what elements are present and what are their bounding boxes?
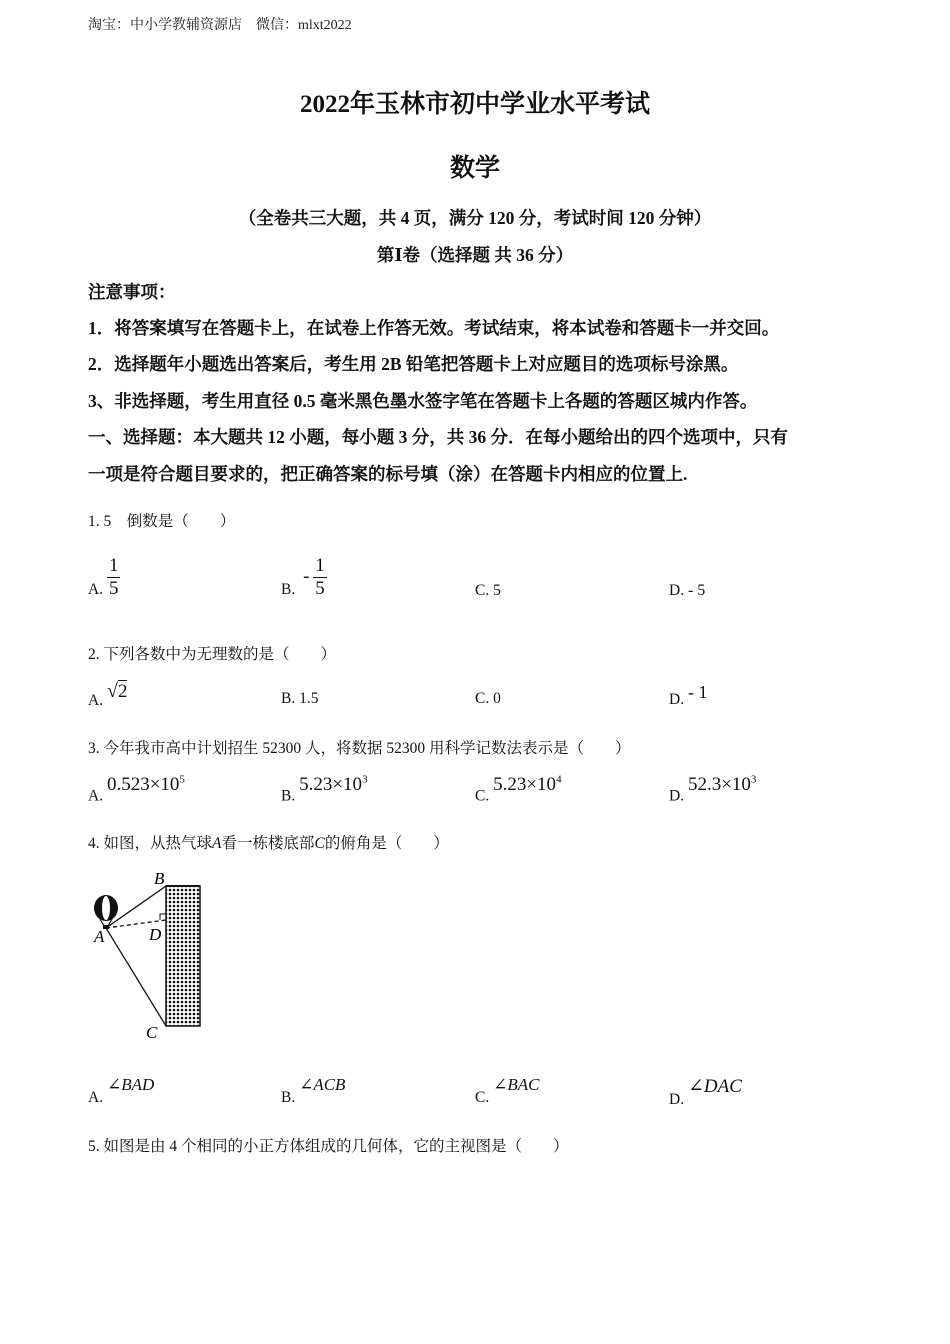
q2-option-a <box>88 680 128 711</box>
q3-b-label: B. <box>281 787 296 805</box>
q4-b-label: B. <box>281 1089 296 1106</box>
q4-figure <box>88 868 218 1044</box>
q3-option-c <box>475 774 562 806</box>
q4-stem <box>88 831 449 853</box>
label-a: A <box>94 927 105 946</box>
label-b: B <box>154 869 165 888</box>
q2-a-radicand: 2 <box>117 681 128 702</box>
note-item-3: 3、非选择题，考生用直径 0.5 毫米黑色墨水签字笔在答题卡上各题的答题区城内作答。 <box>88 391 758 411</box>
q2-option-b: B. 1.5 <box>281 690 319 707</box>
q4-c-label: C. <box>475 1089 490 1106</box>
q3-d-exponent: 3 <box>750 774 757 786</box>
label-d: D <box>149 925 162 944</box>
q1-option-c: C. 5 <box>475 582 501 599</box>
q4-a-angle: ∠BAD <box>106 1075 155 1094</box>
q1-option-a <box>88 555 120 600</box>
q3-b-expression <box>299 774 367 795</box>
q3-option-d <box>669 774 757 806</box>
q3-stem: 3. 今年我市高中计划招生 52300 人，将数据 52300 用科学记数法表示是（ ） <box>88 740 631 757</box>
q1-option-d <box>669 582 705 600</box>
q4-option-a <box>88 1075 155 1107</box>
q4-stem-point-c: C <box>314 835 325 852</box>
q1-d-label: D. <box>669 582 685 599</box>
q4-d-label: D. <box>669 1091 685 1108</box>
q4-a-label: A. <box>88 1089 104 1106</box>
q1-a-fraction <box>107 555 121 600</box>
q3-b-base: 5.23×10 <box>299 774 363 796</box>
note-item-1: 1．将答案填写在答题卡上，在试卷上作答无效。考试结束，将本试卷和答题卡一并交回。 <box>88 318 780 338</box>
right-angle-mark <box>160 914 166 920</box>
q3-a-exponent: 5 <box>179 774 185 786</box>
subject-title: 数学 <box>449 155 500 182</box>
q3-b-exponent: 3 <box>362 774 368 786</box>
q1-b-sign: - <box>303 566 310 588</box>
q4-option-b <box>281 1075 346 1107</box>
q2-option-d <box>669 682 708 709</box>
q5-stem: 5. 如图是由 4 个相同的小正方体组成的几何体，它的主视图是（ ） <box>88 1138 569 1155</box>
q4-option-c <box>475 1075 540 1107</box>
q3-d-label: D. <box>669 787 685 805</box>
exam-title: 2022年玉林市初中学业水平考试 <box>299 91 650 118</box>
q3-c-label: C. <box>475 787 490 805</box>
q1-b-numerator: 1 <box>315 555 325 576</box>
exam-info: （全卷共三大题，共 4 页，满分 120 分，考试时间 120 分钟） <box>238 208 712 228</box>
q3-c-base: 5.23×10 <box>493 774 557 796</box>
q3-option-a <box>88 774 185 806</box>
hot-air-balloon-icon <box>94 895 118 929</box>
q4-option-d <box>669 1076 742 1110</box>
q2-d-label: D. <box>669 691 685 708</box>
section1-line1: 一、选择题：本大题共 12 小题，每小题 3 分，共 36 分．在每小题给出的四个选项中，只有 <box>88 427 788 447</box>
q1-d-value: - 5 <box>687 582 706 599</box>
header-note: 淘宝：中小学教辅资源店 微信：mlxt2022 <box>88 18 352 33</box>
q1-b-denominator: 5 <box>315 577 325 599</box>
q1-a-numerator: 1 <box>108 555 119 576</box>
q3-option-b <box>281 774 368 806</box>
q3-a-label: A. <box>88 787 104 805</box>
q1-a-label: A. <box>88 581 104 599</box>
q4-d-angle: ∠DAC <box>687 1076 742 1097</box>
q2-d-value: - 1 <box>687 682 708 702</box>
q2-option-c: C. 0 <box>475 690 501 707</box>
q4-stem-mid: 看一栋楼底部 <box>221 835 315 852</box>
q3-c-expression <box>493 774 561 795</box>
q1-b-label: B. <box>281 581 296 599</box>
q3-a-base: 0.523×10 <box>106 774 180 796</box>
q2-stem: 2. 下列各数中为无理数的是（ ） <box>88 646 337 663</box>
note-item-2: 2．选择题年小题选出答案后，考生用 2B 铅笔把答题卡上对应题目的选项标号涂黑。 <box>88 354 739 374</box>
q1-option-b <box>281 555 327 600</box>
q3-d-expression <box>688 774 756 795</box>
q2-a-label: A. <box>88 692 104 709</box>
section1-line2: 一项是符合题目要求的，把正确答案的标号填（涂）在答题卡内相应的位置上. <box>88 464 688 484</box>
building-shape <box>166 886 200 1026</box>
q1-b-fraction <box>313 555 327 600</box>
part-title: 第Ⅰ卷（选择题 共 36 分） <box>376 245 574 265</box>
sqrt-icon: √2 <box>106 680 128 702</box>
q4-b-angle: ∠ACB <box>299 1075 346 1094</box>
q3-c-exponent: 4 <box>556 774 562 786</box>
q3-a-expression <box>107 774 185 795</box>
q1-a-denominator: 5 <box>108 577 119 599</box>
q4-c-angle: ∠BAC <box>493 1075 540 1094</box>
q1-stem: 1. 5 倒数是（ ） <box>88 513 236 530</box>
q3-d-base: 52.3×10 <box>687 774 751 796</box>
q4-stem-pre: 4. 如图，从热气球 <box>88 835 213 852</box>
notes-heading: 注意事项： <box>88 282 176 302</box>
q4-stem-post: 的俯角是（ ） <box>324 835 449 852</box>
q4-stem-point-a: A <box>212 835 222 852</box>
label-c: C <box>146 1023 158 1042</box>
